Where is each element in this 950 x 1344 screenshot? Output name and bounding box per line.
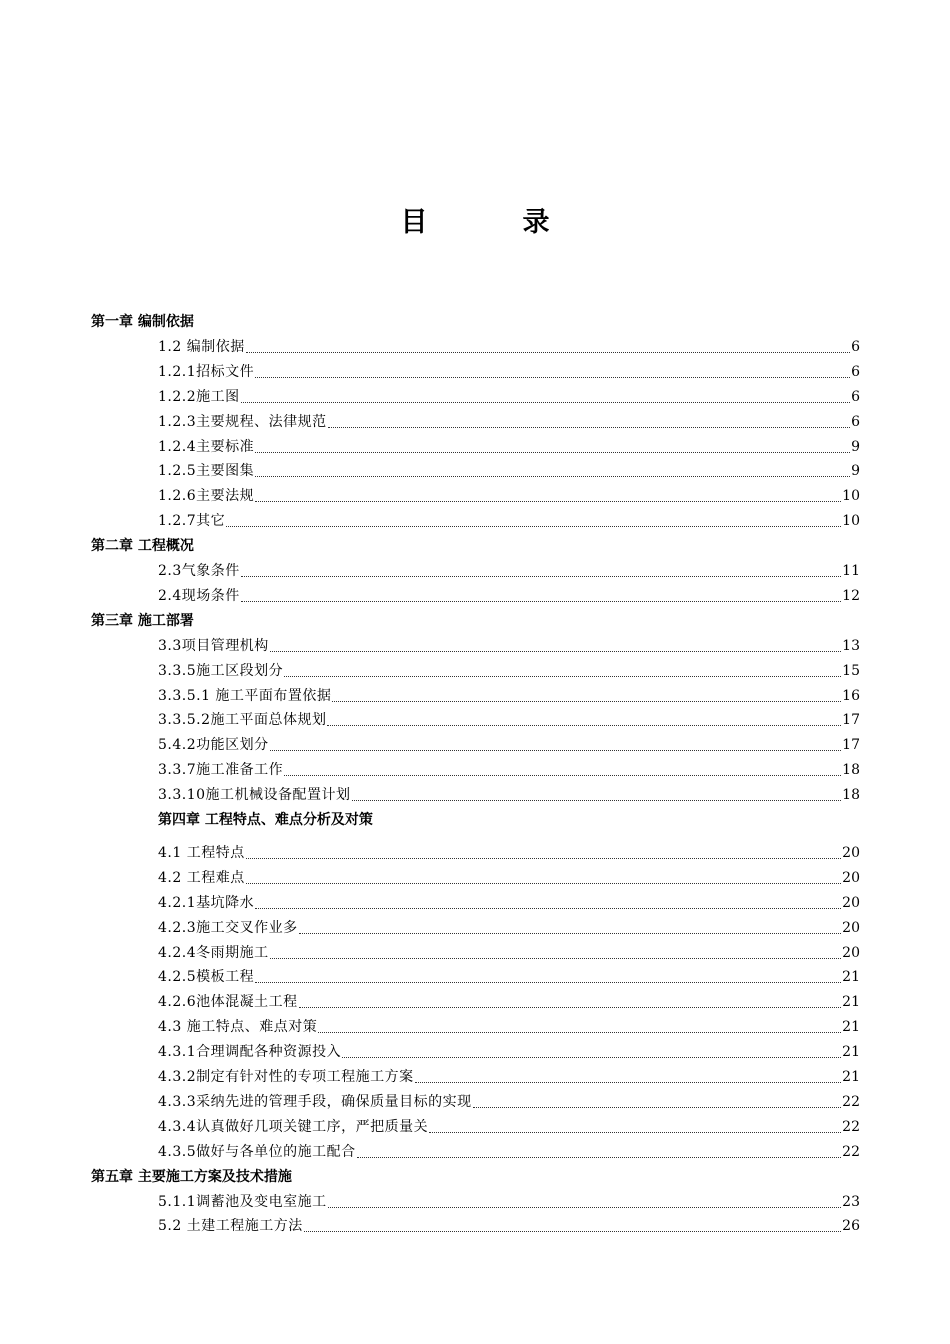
toc-entry-page-number: 17 [842,712,860,729]
toc-entry[interactable] [158,584,860,608]
toc-entry-label: 4.2.3施工交叉作业多 [158,919,298,936]
toc-entry-label: 1.2.5主要图集 [158,463,255,480]
toc-entry-label: 1.2.4主要标准 [158,438,255,455]
toc-entry-page-number: 21 [842,1044,860,1061]
toc-entry[interactable] [158,484,860,508]
toc-chapter-heading: 第三章 施工部署 [91,612,194,629]
toc-entry[interactable] [158,435,860,459]
toc-entry-page-number: 15 [842,662,860,679]
toc-entry-label: 1.2.3主要规程、法律规范 [158,413,327,430]
toc-entry-label: 4.1 工程特点 [158,844,245,861]
toc-entry-page-number: 6 [851,388,860,405]
dot-leader [255,982,841,983]
dot-leader [328,427,850,428]
toc-chapter-heading: 第二章 工程概况 [91,538,194,555]
toc-entry[interactable] [158,509,860,533]
toc-entry-page-number: 22 [842,1093,860,1110]
dot-leader [270,958,842,959]
dot-leader [357,1157,842,1158]
toc-chapter-heading: 第一章 编制依据 [91,314,194,330]
toc-entry[interactable] [158,733,860,757]
toc-entry-page-number: 13 [842,637,860,654]
toc-entry[interactable] [158,841,860,865]
toc-entry[interactable] [158,559,860,583]
dot-leader [342,1057,841,1058]
toc-entry[interactable] [158,1065,860,1089]
toc-entry[interactable] [158,866,860,890]
dot-leader [284,775,841,776]
toc-entry-label: 3.3.5施工区段划分 [158,662,284,679]
dot-leader [241,601,841,602]
toc-entry[interactable] [158,1040,860,1064]
toc-entry-label: 4.2.6池体混凝土工程 [158,994,298,1011]
toc-entry-label: 4.3.3采纳先进的管理手段，确保质量目标的实现 [158,1093,472,1110]
toc-entry[interactable] [158,410,860,434]
dot-leader [327,725,841,726]
toc-entry-page-number: 22 [842,1118,860,1135]
dot-leader [241,576,841,577]
toc-entry-page-number: 22 [842,1143,860,1160]
toc-entry-page-number: 20 [842,894,860,911]
toc-entry-label: 4.3.1合理调配各种资源投入 [158,1044,342,1061]
toc-entry-label: 2.4现场条件 [158,587,240,604]
toc-entry-page-number: 18 [842,762,860,779]
toc-entry[interactable] [158,659,860,683]
toc-entry-label: 1.2.6主要法规 [158,488,255,505]
toc-entry[interactable] [158,916,860,940]
toc-entry-page-number: 26 [842,1218,860,1235]
toc-entry-label: 4.3.4认真做好几项关键工序，严把质量关 [158,1118,429,1135]
toc-entry-page-number: 6 [851,413,860,430]
dot-leader [255,452,850,453]
dot-leader [332,701,841,702]
toc-entry[interactable] [158,684,860,708]
dot-leader [473,1107,842,1108]
toc-entry[interactable] [158,1090,860,1114]
dot-leader [270,750,842,751]
toc-entry-label: 3.3.5.2施工平面总体规划 [158,712,327,729]
dot-leader [429,1132,841,1133]
toc-entry-page-number: 21 [842,994,860,1011]
dot-leader [246,883,841,884]
toc-entry-page-number: 10 [842,513,860,530]
toc-entry-label: 1.2.7其它 [158,513,226,530]
dot-leader [226,526,841,527]
toc-entry[interactable] [158,385,860,409]
toc-chapter-heading: 第四章 工程特点、难点分析及对策 [158,812,373,828]
dot-leader [270,651,841,652]
dot-leader [299,933,842,934]
toc-entry[interactable] [158,1115,860,1139]
toc-entry-label: 2.3气象条件 [158,563,240,579]
toc-entry-label: 4.2.1基坑降水 [158,894,255,911]
toc-entry-label: 3.3项目管理机构 [158,637,269,654]
toc-entry-page-number: 9 [851,438,860,455]
toc-entry-page-number: 12 [842,587,860,604]
toc-entry-label: 4.2.5模板工程 [158,969,255,986]
toc-entry-page-number: 18 [842,787,860,804]
toc-entry-page-number: 6 [851,363,860,380]
toc-entry[interactable] [158,758,860,782]
toc-entry[interactable] [158,783,860,807]
dot-leader [246,352,850,353]
dot-leader [299,1007,842,1008]
toc-entry-label: 4.2.4冬雨期施工 [158,944,269,961]
toc-entry-page-number: 23 [842,1193,860,1210]
toc-chapter-heading: 第五章 主要施工方案及技术措施 [91,1168,292,1185]
toc-entry-page-number: 17 [842,737,860,754]
toc-entry-page-number: 10 [842,488,860,505]
toc-entry-label: 4.3.5做好与各单位的施工配合 [158,1143,356,1160]
toc-entry-label: 5.2 土建工程施工方法 [158,1218,303,1235]
toc-entry[interactable] [158,1015,860,1039]
toc-entry-label: 1.2.1招标文件 [158,363,255,380]
toc-entry-page-number: 21 [842,1019,860,1036]
toc-entry[interactable] [158,459,860,483]
toc-entry-page-number: 21 [842,969,860,986]
toc-entry-label: 4.3.2制定有针对性的专项工程施工方案 [158,1069,414,1085]
toc-entry-label: 1.2.2施工图 [158,388,240,405]
toc-entry-page-number: 20 [842,869,860,886]
toc-entry-label: 5.1.1调蓄池及变电室施工 [158,1193,327,1210]
dot-leader [352,800,842,801]
toc-entry[interactable] [158,634,860,658]
toc-entry-page-number: 11 [842,563,860,579]
dot-leader [255,476,850,477]
toc-entry-page-number: 9 [851,463,860,480]
toc-entry-label: 3.3.10施工机械设备配置计划 [158,787,351,804]
toc-entry[interactable] [158,990,860,1014]
toc-entry[interactable] [158,360,860,384]
dot-leader [255,908,841,909]
dot-leader [415,1082,842,1083]
toc-entry[interactable] [158,1140,860,1164]
dot-leader [241,402,850,403]
toc-entry-page-number: 20 [842,944,860,961]
toc-entry[interactable] [158,708,860,732]
toc-entry[interactable] [158,965,860,989]
toc-entry-page-number: 20 [842,919,860,936]
toc-entry-page-number: 21 [842,1069,860,1085]
toc-entry-page-number: 6 [851,338,860,355]
toc-entry[interactable] [158,1214,860,1238]
dot-leader [328,1207,842,1208]
dot-leader [246,858,841,859]
page-title: 目 录 [400,207,584,238]
dot-leader [318,1032,841,1033]
toc-entry-label: 3.3.7施工准备工作 [158,762,284,779]
dot-leader [255,377,850,378]
toc-entry[interactable] [158,1190,860,1214]
toc-entry-page-number: 16 [842,687,860,704]
dot-leader [304,1231,841,1232]
toc-entry[interactable] [158,335,860,359]
toc-entry-label: 4.2 工程难点 [158,869,245,886]
toc-entry-label: 3.3.5.1 施工平面布置依据 [158,687,332,704]
dot-leader [284,676,841,677]
toc-entry-label: 5.4.2功能区划分 [158,737,269,754]
toc-entry[interactable] [158,941,860,965]
toc-entry-page-number: 20 [842,844,860,861]
toc-entry[interactable] [158,891,860,915]
toc-entry-label: 4.3 施工特点、难点对策 [158,1019,318,1036]
toc-entry-label: 1.2 编制依据 [158,338,245,355]
dot-leader [255,501,841,502]
